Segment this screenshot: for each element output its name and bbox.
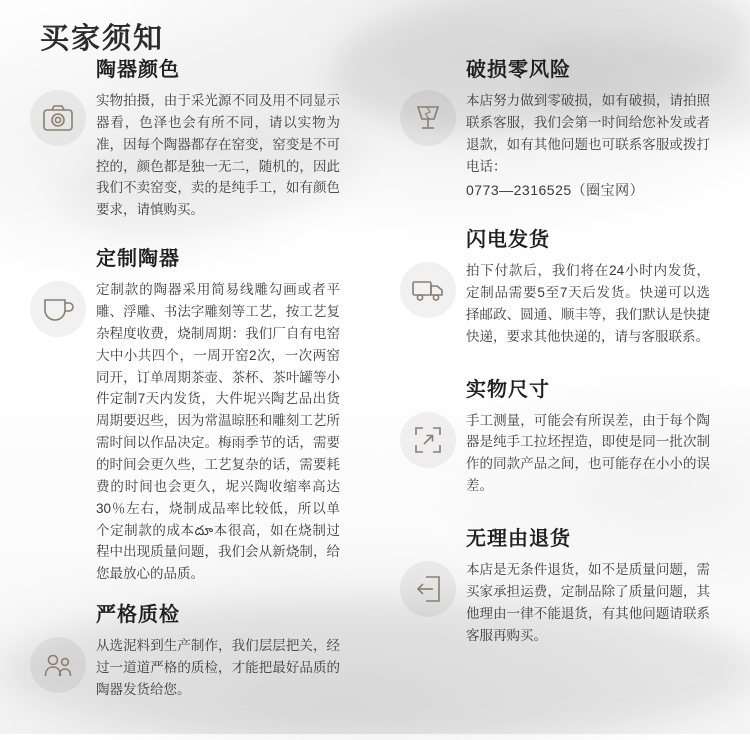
- quality-inspection-icon: [30, 637, 86, 693]
- notice-item-return: [400, 527, 710, 646]
- return-icon: [400, 561, 456, 617]
- notice-title: 严格质检: [96, 604, 180, 627]
- notice-text: 手工测量，可能会有所误差，由于每个陶器是纯手工拉坯捏造，即使是同一批次制作的同款产品之间，也可能存在小小的误差。: [466, 412, 710, 494]
- notice-item-breakage: [400, 58, 710, 202]
- right-column: [400, 58, 710, 660]
- notice-title: 无理由退货: [466, 527, 571, 550]
- left-column: [30, 58, 340, 715]
- service-phone: 0773—2316525（圈宝网）: [466, 182, 645, 199]
- cup-icon: [30, 281, 86, 337]
- broken-cup-icon: [400, 90, 456, 146]
- notice-text: 本店努力做到零破损，如有破损，请拍照联系客服，我们会第一时间给您补发或者退款，如有其他问题也可联系客服或拨打电话：: [466, 93, 710, 174]
- notice-item-color: [30, 58, 340, 221]
- notice-item-quality: [30, 603, 340, 701]
- notice-body: [96, 58, 340, 221]
- notice-title: 破损零风险: [466, 59, 571, 81]
- notice-text: 本店是无条件退货，如不是质量问题，需买家承担运费，定制品除了质量问题，其他理由一律不能退货，有其他问题请联系客服再购买。: [466, 561, 710, 643]
- notice-item-custom: [30, 247, 340, 585]
- notice-body: [466, 527, 710, 646]
- notice-title: 闪电发货: [466, 229, 550, 252]
- notice-title: 实物尺寸: [466, 378, 550, 401]
- notice-title: 定制陶器: [96, 248, 180, 271]
- notice-body: [466, 378, 710, 497]
- notice-title: 陶器颜色: [96, 59, 180, 81]
- notice-item-size: [400, 378, 710, 497]
- notice-body: [466, 58, 710, 202]
- measure-icon: [400, 412, 456, 468]
- notice-body: [96, 603, 340, 701]
- notice-body: [466, 228, 710, 347]
- page-title: 买家须知: [40, 23, 165, 55]
- notice-text: 实物拍摄，由于采光源不同及用不同显示器看，色泽也会有所不同，请以实物为准，因每个陶器都存在窑变，窑变是不可控的，颜色都是独一无二，随机的，因此我们不卖窑变，卖的是纯手工，如有颜色要求，请慎购买。: [96, 93, 340, 218]
- camera-icon: [30, 90, 86, 146]
- notice-text: 拍下付款后，我们将在24小时内发货，定制品需要5至7天后发货。快递可以选择邮政、圆通、顺丰等，我们默认是快捷快递，要求其他快递的，请与客服联系。: [466, 263, 710, 344]
- notice-text: 从选泥料到生产制作，我们层层把关，经过一道道严格的质检，才能把最好品质的陶器发货给您。: [96, 638, 340, 697]
- notice-body: [96, 247, 340, 585]
- notice-item-shipping: [400, 228, 710, 347]
- truck-icon: [400, 262, 456, 318]
- notice-text: 定制款的陶器采用简易线雕勾画或者平雕、浮雕、书法字雕刻等工艺，按工艺复杂程度收费，烧制周期：我们厂自有电窑大中小共四个，一周开窑2次，一次两窑同开，订单周期茶壶、茶杯、茶叶罐等小件定制7天内发货，大件坭兴陶艺品出货周期要迟些，因为常温晾胚和雕刻工艺所需时间以作品决定。梅雨季节的话，需要的时间会更久些，工艺复杂的话，需要耗费的时间也会更久，坭兴陶收缩率高达30％左右，烧制成品率比较低，所以单个定制款的成本దూ本很高，如在烧制过程中出现质量问题，我们会从新烧制，给您最放心的品质。: [96, 282, 340, 582]
